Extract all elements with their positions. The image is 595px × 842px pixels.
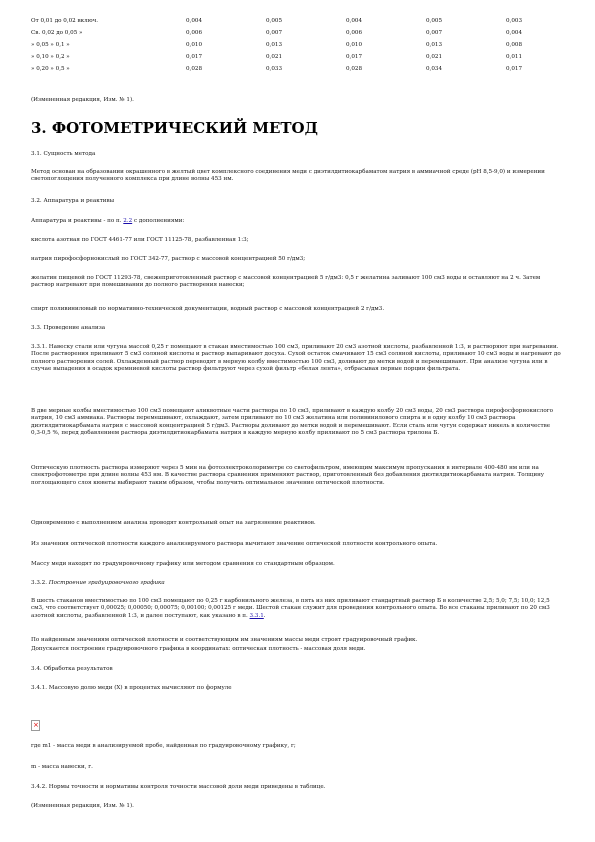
clause-number: 3.3.2. bbox=[31, 580, 49, 586]
table-cell-value: 0,003 bbox=[506, 18, 523, 24]
table-cell-value: 0,004 bbox=[506, 30, 523, 36]
formula-intro: 3.4.1. Массовую долю меди (X) в процентах вычисляют по формуле bbox=[31, 685, 232, 691]
subsection-heading: 3.4. Обработка результатов bbox=[31, 666, 113, 672]
reagent-item: кислота азотная по ГОСТ 4461-77 или ГОСТ 11125-78, разбавленная 1:3; bbox=[31, 237, 249, 243]
accuracy-table bbox=[31, 18, 586, 78]
table-cell-value: 0,007 bbox=[426, 30, 443, 36]
table-cell-value: 0,010 bbox=[186, 42, 203, 48]
formula-legend: где m1 - масса меди в анализируемой пробе, найденная по градуировочному графику, г; bbox=[31, 743, 296, 749]
formula-legend: m - масса навески, г. bbox=[31, 764, 93, 770]
subsection-heading: 3.2. Аппаратура и реактивы bbox=[31, 198, 115, 204]
calibration-text-end: . bbox=[263, 612, 266, 619]
table-cell-value: 0,017 bbox=[186, 54, 203, 60]
clause-title: Построение градуировочного графика bbox=[48, 580, 165, 586]
section-title: 3. ФОТОМЕТРИЧЕСКИЙ МЕТОД bbox=[31, 119, 318, 137]
subsection-heading: 3.3. Проведение анализа bbox=[31, 325, 106, 331]
table-cell-value: 0,017 bbox=[346, 54, 363, 60]
procedure-paragraph: Из значения оптической плотности каждого анализируемого раствора вычитают значение оптической плотности контрольного опыта. bbox=[31, 541, 438, 547]
subsection-heading bbox=[31, 580, 561, 587]
table-cell-value: 0,011 bbox=[506, 54, 523, 60]
calibration-paragraph bbox=[31, 598, 561, 620]
reagent-item: желатин пищевой по ГОСТ 11293-78, свежеприготовленный раствор с массовой концентрацией 5 г/дм3: 0,5 г желатина заливают 100 см3 воды и оставляют на 2 ч. Затем раствор нагревают при помешивании до полного растворения навески; bbox=[31, 275, 541, 289]
table-row bbox=[31, 66, 586, 78]
table-cell-value: 0,008 bbox=[506, 42, 523, 48]
graph-paragraph: Допускается построение градуировочного графика в координатах: оптическая плотность - массовая доля меди. bbox=[31, 646, 366, 652]
table-cell-value: 0,007 bbox=[266, 30, 283, 36]
apparatus-text-end: с дополнениями: bbox=[132, 218, 185, 224]
table-cell-value: 0,021 bbox=[266, 54, 283, 60]
procedure-paragraph: Массу меди находят по градуировочному графику или методом сравнения со стандартным образцом. bbox=[31, 561, 335, 567]
table-cell-value: 0,005 bbox=[266, 18, 283, 24]
graph-paragraph: По найденным значениям оптической плотности и соответствующим им значениям массы меди строят градуировочный график. bbox=[31, 637, 418, 643]
procedure-paragraph: 3.3.1. Навеску стали или чугуна массой 0,25 г помещают в стакан вместимостью 100 см3, приливают 20 см3 азотной кислоты, разбавленной 1:3, и растворяют при нагревании. После растворения приливают 5 см3 соляной кислоты и раствор выпаривают досуха. Сухой остаток смачивают 15 см3 соляной кислоты, приливают 10 см3 воды и нагревают до полного растворения солей. Охлажденный раствор переводят в мерную колбу вместимостью 100 см3, доливают до метки водой и перемешивают. При анализе чугуна или в случае выпадения в осадок кремниевой кислоты раствор фильтруют через сухой фильтр «белая лента», отбрасывая первые порции фильтрата. bbox=[31, 344, 561, 373]
table-cell-value: 0,028 bbox=[346, 66, 363, 72]
procedure-paragraph: В две мерные колбы вместимостью 100 см3 помещают аликвотные части раствора по 10 см3, приливают в каждую колбу 20 см3 воды, 20 см3 раствора пирофосфорнокислого натрия, 10 см3 аммиака. Растворы перемешивают, охлаждают, затем приливают по 10 см3 желатина или поливинилового спирта и в одну колбу 10 см3 раствора диэтилдитиокарбамата натрия с массовой концентрацией 5 г/дм3. Растворы доливают до метки водой и перемешивают. Если сталь или чугун содержат никель в количестве 0,3-0,5 %, перед добавлением раствора диэтилдитиокарбамата натрия в каждую мерную колбу приливают по 5 см3 раствора трилона Б. bbox=[31, 408, 554, 437]
clause-link-2-2[interactable]: 2.2 bbox=[123, 218, 133, 224]
table-cell-value: 0,004 bbox=[186, 18, 203, 24]
method-paragraph: Метод основан на образовании окрашенного в желтый цвет комплексного соединения меди с диэтилдитиокарбаматом натрия в аммиачной среде (рН 8,5-9,0) и измерении светопоглощения полученного комплекса при длине волны 453 нм. bbox=[31, 169, 545, 183]
table-cell-value: 0,005 bbox=[426, 18, 443, 24]
table-cell-range: » 0,10 » 0,2 » bbox=[31, 54, 70, 60]
table-cell-range: От 0,01 до 0,02 включ. bbox=[31, 18, 99, 24]
procedure-paragraph: Оптическую плотность раствора измеряют через 5 мин на фотоэлектроколориметре со светофильтром, имеющим максимум пропускания в интервале 400-480 нм или на спектрофотометре при длине волны 453 нм. В качестве раствора сравнения применяют раствор, приготовленный без добавления диэтилдитиокарбамата натрия. Толщину поглощающего слоя кюветы выбирают таким образом, чтобы получить оптимальное значение оптической плотности. bbox=[31, 465, 545, 486]
table-row bbox=[31, 18, 586, 30]
edition-note: (Измененная редакция, Изм. № 1). bbox=[31, 803, 134, 809]
reagent-item: натрия пирофосфорнокислый по ГОСТ 342-77, раствор с массовой концентрацией 50 г/дм3; bbox=[31, 256, 306, 262]
table-row bbox=[31, 30, 586, 42]
calibration-text: В шесть стаканов вместимостью по 100 см3 помещают по 0,25 г карбонильного железа, в пять из них приливают стандартный раствор Б в количестве 2,5; 5,0; 7,5; 10,0; 12,5 см3, что соответствует 0,00025; 0,00050; 0,00075; 0,00100; 0,00125 г меди. Шестой стакан служит для проведения контрольного опыта. Во все стаканы приливают по 20 см3 азотной кислоты, разбавленной 1:3, и далее поступают, как указано в п. bbox=[31, 598, 550, 619]
table-cell-value: 0,021 bbox=[426, 54, 443, 60]
table-cell-value: 0,033 bbox=[266, 66, 283, 72]
table-reference: 3.4.2. Нормы точности и нормативы контроля точности массовой доли меди приведены в таблице. bbox=[31, 784, 326, 790]
table-cell-value: 0,013 bbox=[266, 42, 283, 48]
table-row bbox=[31, 54, 586, 66]
reagent-item: спирт поливиниловый по нормативно-технической документации, водный раствор с массовой концентрацией 2 г/дм3. bbox=[31, 306, 385, 312]
table-cell-value: 0,013 bbox=[426, 42, 443, 48]
table-cell-value: 0,017 bbox=[506, 66, 523, 72]
subsection-heading: 3.1. Сущность метода bbox=[31, 151, 96, 157]
table-cell-value: 0,034 bbox=[426, 66, 443, 72]
table-row bbox=[31, 42, 586, 54]
clause-link-3-3-1[interactable]: 3.3.1 bbox=[249, 612, 264, 619]
table-cell-value: 0,004 bbox=[346, 18, 363, 24]
table-cell-value: 0,010 bbox=[346, 42, 363, 48]
table-cell-value: 0,006 bbox=[186, 30, 203, 36]
table-cell-range: » 0,20 » 0,5 » bbox=[31, 66, 70, 72]
table-cell-value: 0,028 bbox=[186, 66, 203, 72]
table-cell-range: Св. 0,02 до 0,05 » bbox=[31, 30, 83, 36]
apparatus-text: Аппаратура и реактивы - по п. bbox=[31, 218, 124, 224]
edition-note: (Измененная редакция, Изм. № 1). bbox=[31, 97, 134, 103]
table-cell-range: » 0,05 » 0,1 » bbox=[31, 42, 70, 48]
procedure-paragraph: Одновременно с выполнением анализа проводят контрольный опыт на загрязнение реактивов. bbox=[31, 520, 316, 526]
table-cell-value: 0,006 bbox=[346, 30, 363, 36]
accuracy-table-body bbox=[31, 18, 586, 78]
apparatus-paragraph bbox=[31, 218, 561, 225]
broken-image-icon: × bbox=[33, 721, 39, 729]
